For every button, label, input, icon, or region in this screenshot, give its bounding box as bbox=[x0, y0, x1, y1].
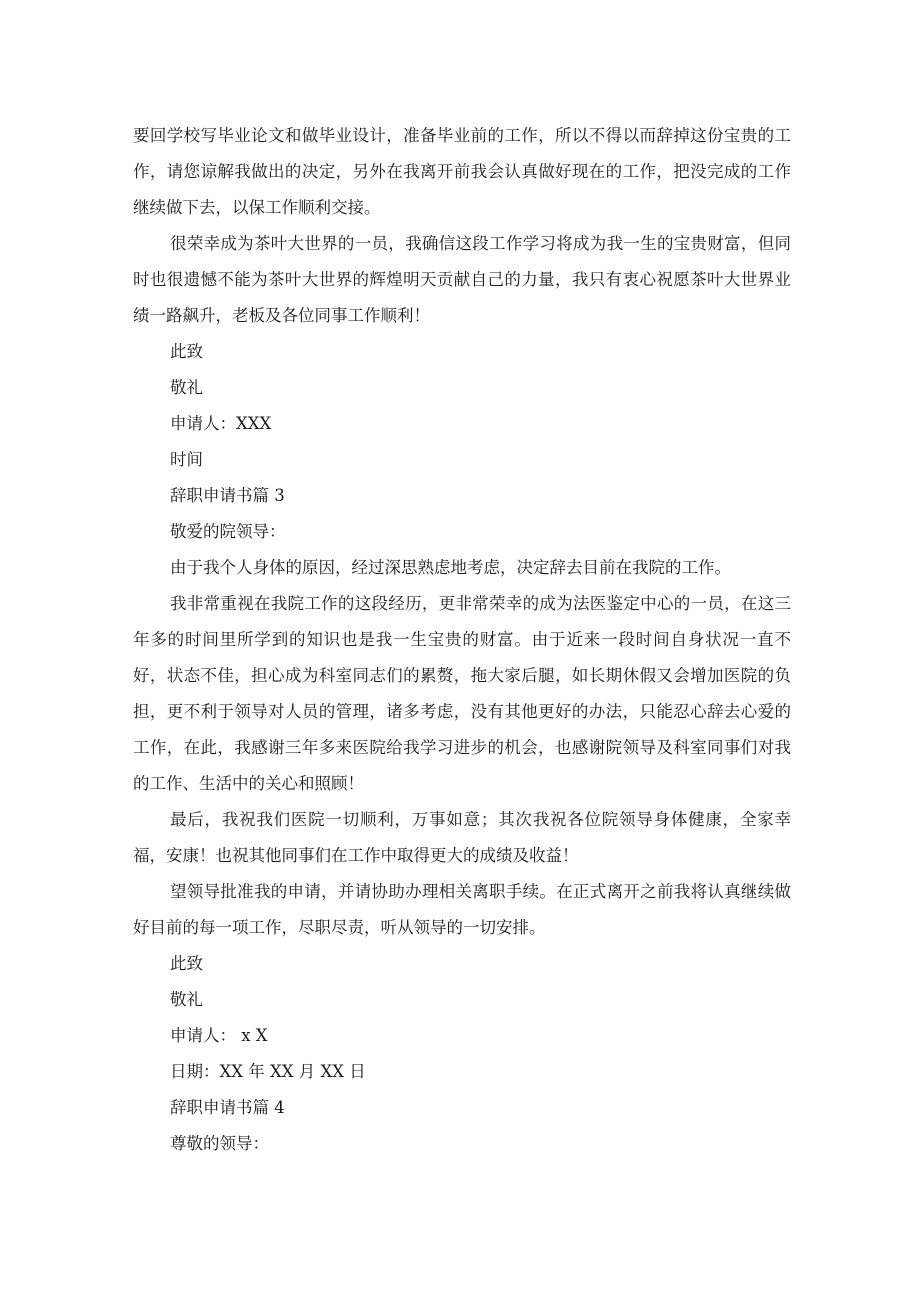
paragraph-wishes: 最后，我祝我们医院一切顺利，万事如意；其次我祝各位院领导身体健康，全家幸福，安康！也祝其他同事们在工作中取得更大的成绩及收益！ bbox=[133, 810, 791, 865]
paragraph-reason: 由于我个人身体的原因，经过深思熟虑地考虑，决定辞去目前在我院的工作。 bbox=[170, 558, 731, 577]
section-heading-3: 辞职申请书篇 3 bbox=[170, 486, 285, 505]
closing-jingli: 敬礼 bbox=[170, 990, 203, 1009]
paragraph-experience: 我非常重视在我院工作的这段经历，更非常荣幸的成为法医鉴定中心的一员，在这三年多的时间里所学到的知识也是我一生宝贵的财富。由于近来一段时间自身状况一直不好，状态不佳，担心成为科室同志们的累赘，拖大家后腿，如长期休假又会增加医院的负担，更不利于领导对人员的管理，诸多考虑，没有其他更好的办法，只能忍心辞去心爱的工作，在此，我感谢三年多来医院给我学习进步的机会，也感谢院领导及科室同事们对我的工作、生活中的关心和照顾！ bbox=[133, 594, 791, 793]
closing-cizhi: 此致 bbox=[170, 342, 203, 361]
closing-cizhi: 此致 bbox=[170, 954, 203, 973]
closing-jingli: 敬礼 bbox=[170, 378, 203, 397]
paragraph-request: 望领导批准我的申请，并请协助办理相关离职手续。在正式离开之前我将认真继续做好目前的每一项工作，尽职尽责，听从领导的一切安排。 bbox=[133, 882, 791, 937]
paragraph-continuation: 要回学校写毕业论文和做毕业设计，准备毕业前的工作，所以不得以而辞掉这份宝贵的工作，请您谅解我做出的决定，另外在我离开前我会认真做好现在的工作，把没完成的工作继续做下去，以保工作顺利交接。 bbox=[133, 126, 791, 217]
applicant-line: 申请人：XXX bbox=[170, 414, 272, 433]
time-line: 时间 bbox=[170, 450, 203, 469]
document-body bbox=[133, 118, 791, 1162]
salutation: 尊敬的领导： bbox=[170, 1134, 269, 1153]
paragraph-tea-company-thanks: 很荣幸成为茶叶大世界的一员，我确信这段工作学习将成为我一生的宝贵财富，但同时也很遗憾不能为茶叶大世界的辉煌明天贡献自己的力量，我只有衷心祝愿茶叶大世界业绩一路飙升，老板及各位同事工作顺利！ bbox=[133, 234, 791, 325]
section-heading-4: 辞职申请书篇 4 bbox=[170, 1098, 285, 1117]
applicant-line: 申请人： x X bbox=[170, 1026, 268, 1045]
salutation: 敬爱的院领导： bbox=[170, 522, 286, 541]
date-line: 日期：XX 年 XX 月 XX 日 bbox=[170, 1062, 366, 1081]
